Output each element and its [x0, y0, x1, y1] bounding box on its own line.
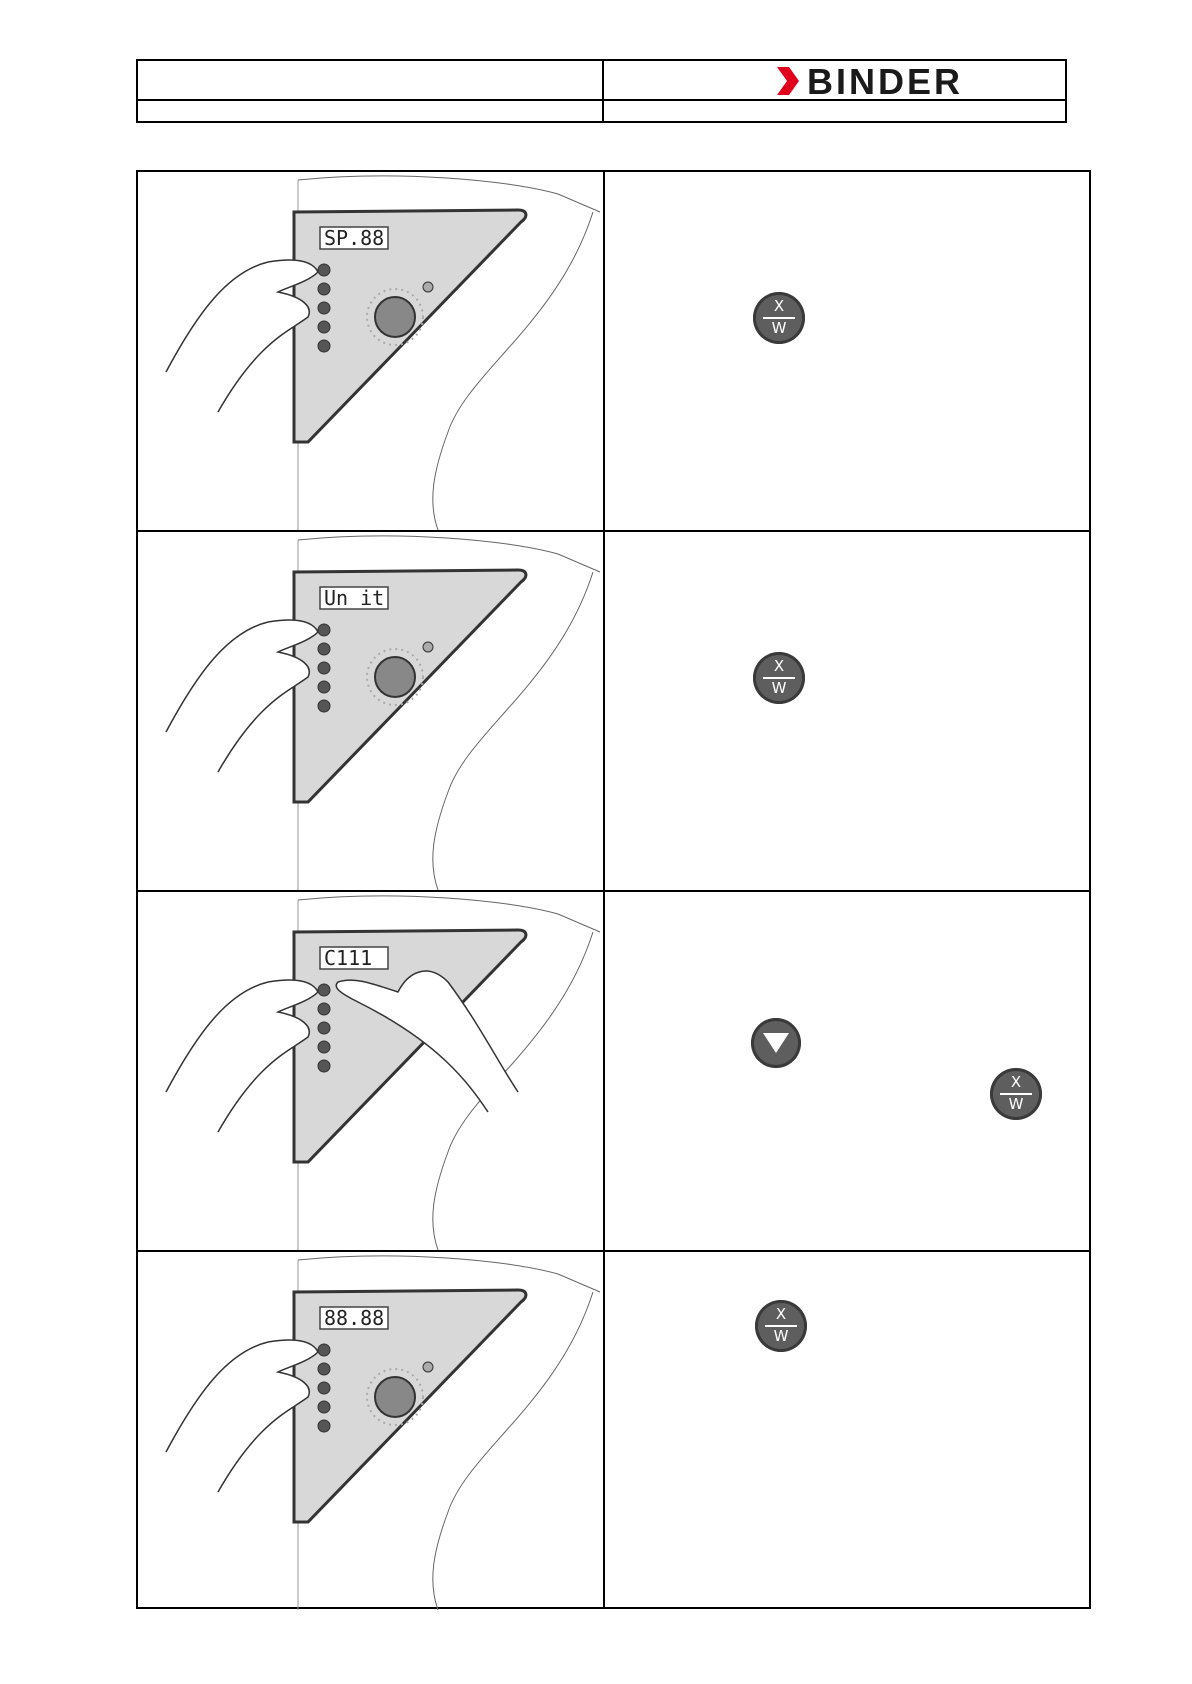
step-1-instructions	[605, 172, 1091, 530]
step-4-illustration	[138, 1252, 603, 1610]
xw-button-icon: X W	[753, 292, 805, 344]
xw-button-icon: X W	[755, 1300, 807, 1352]
binder-logo	[773, 63, 1063, 99]
step-2-illustration	[138, 532, 603, 890]
xw-button-icon: X W	[990, 1068, 1042, 1120]
step-4-instructions	[605, 1252, 1091, 1610]
document-header-table	[136, 59, 1067, 123]
display-readout: 88.88	[324, 1306, 385, 1330]
step-3-instructions	[605, 892, 1091, 1250]
down-arrow-button-icon	[751, 1018, 801, 1068]
step-3-illustration	[138, 892, 603, 1250]
display-readout: C111	[324, 946, 373, 970]
header-divider	[602, 61, 604, 121]
instruction-table	[136, 170, 1091, 1609]
logo-text: BINDER	[807, 63, 964, 99]
display-readout: Un it	[324, 586, 385, 610]
step-2-instructions	[605, 532, 1091, 890]
xw-button-icon: X W	[753, 652, 805, 704]
step-1-illustration	[138, 172, 603, 530]
display-readout: SP.88	[324, 226, 385, 250]
